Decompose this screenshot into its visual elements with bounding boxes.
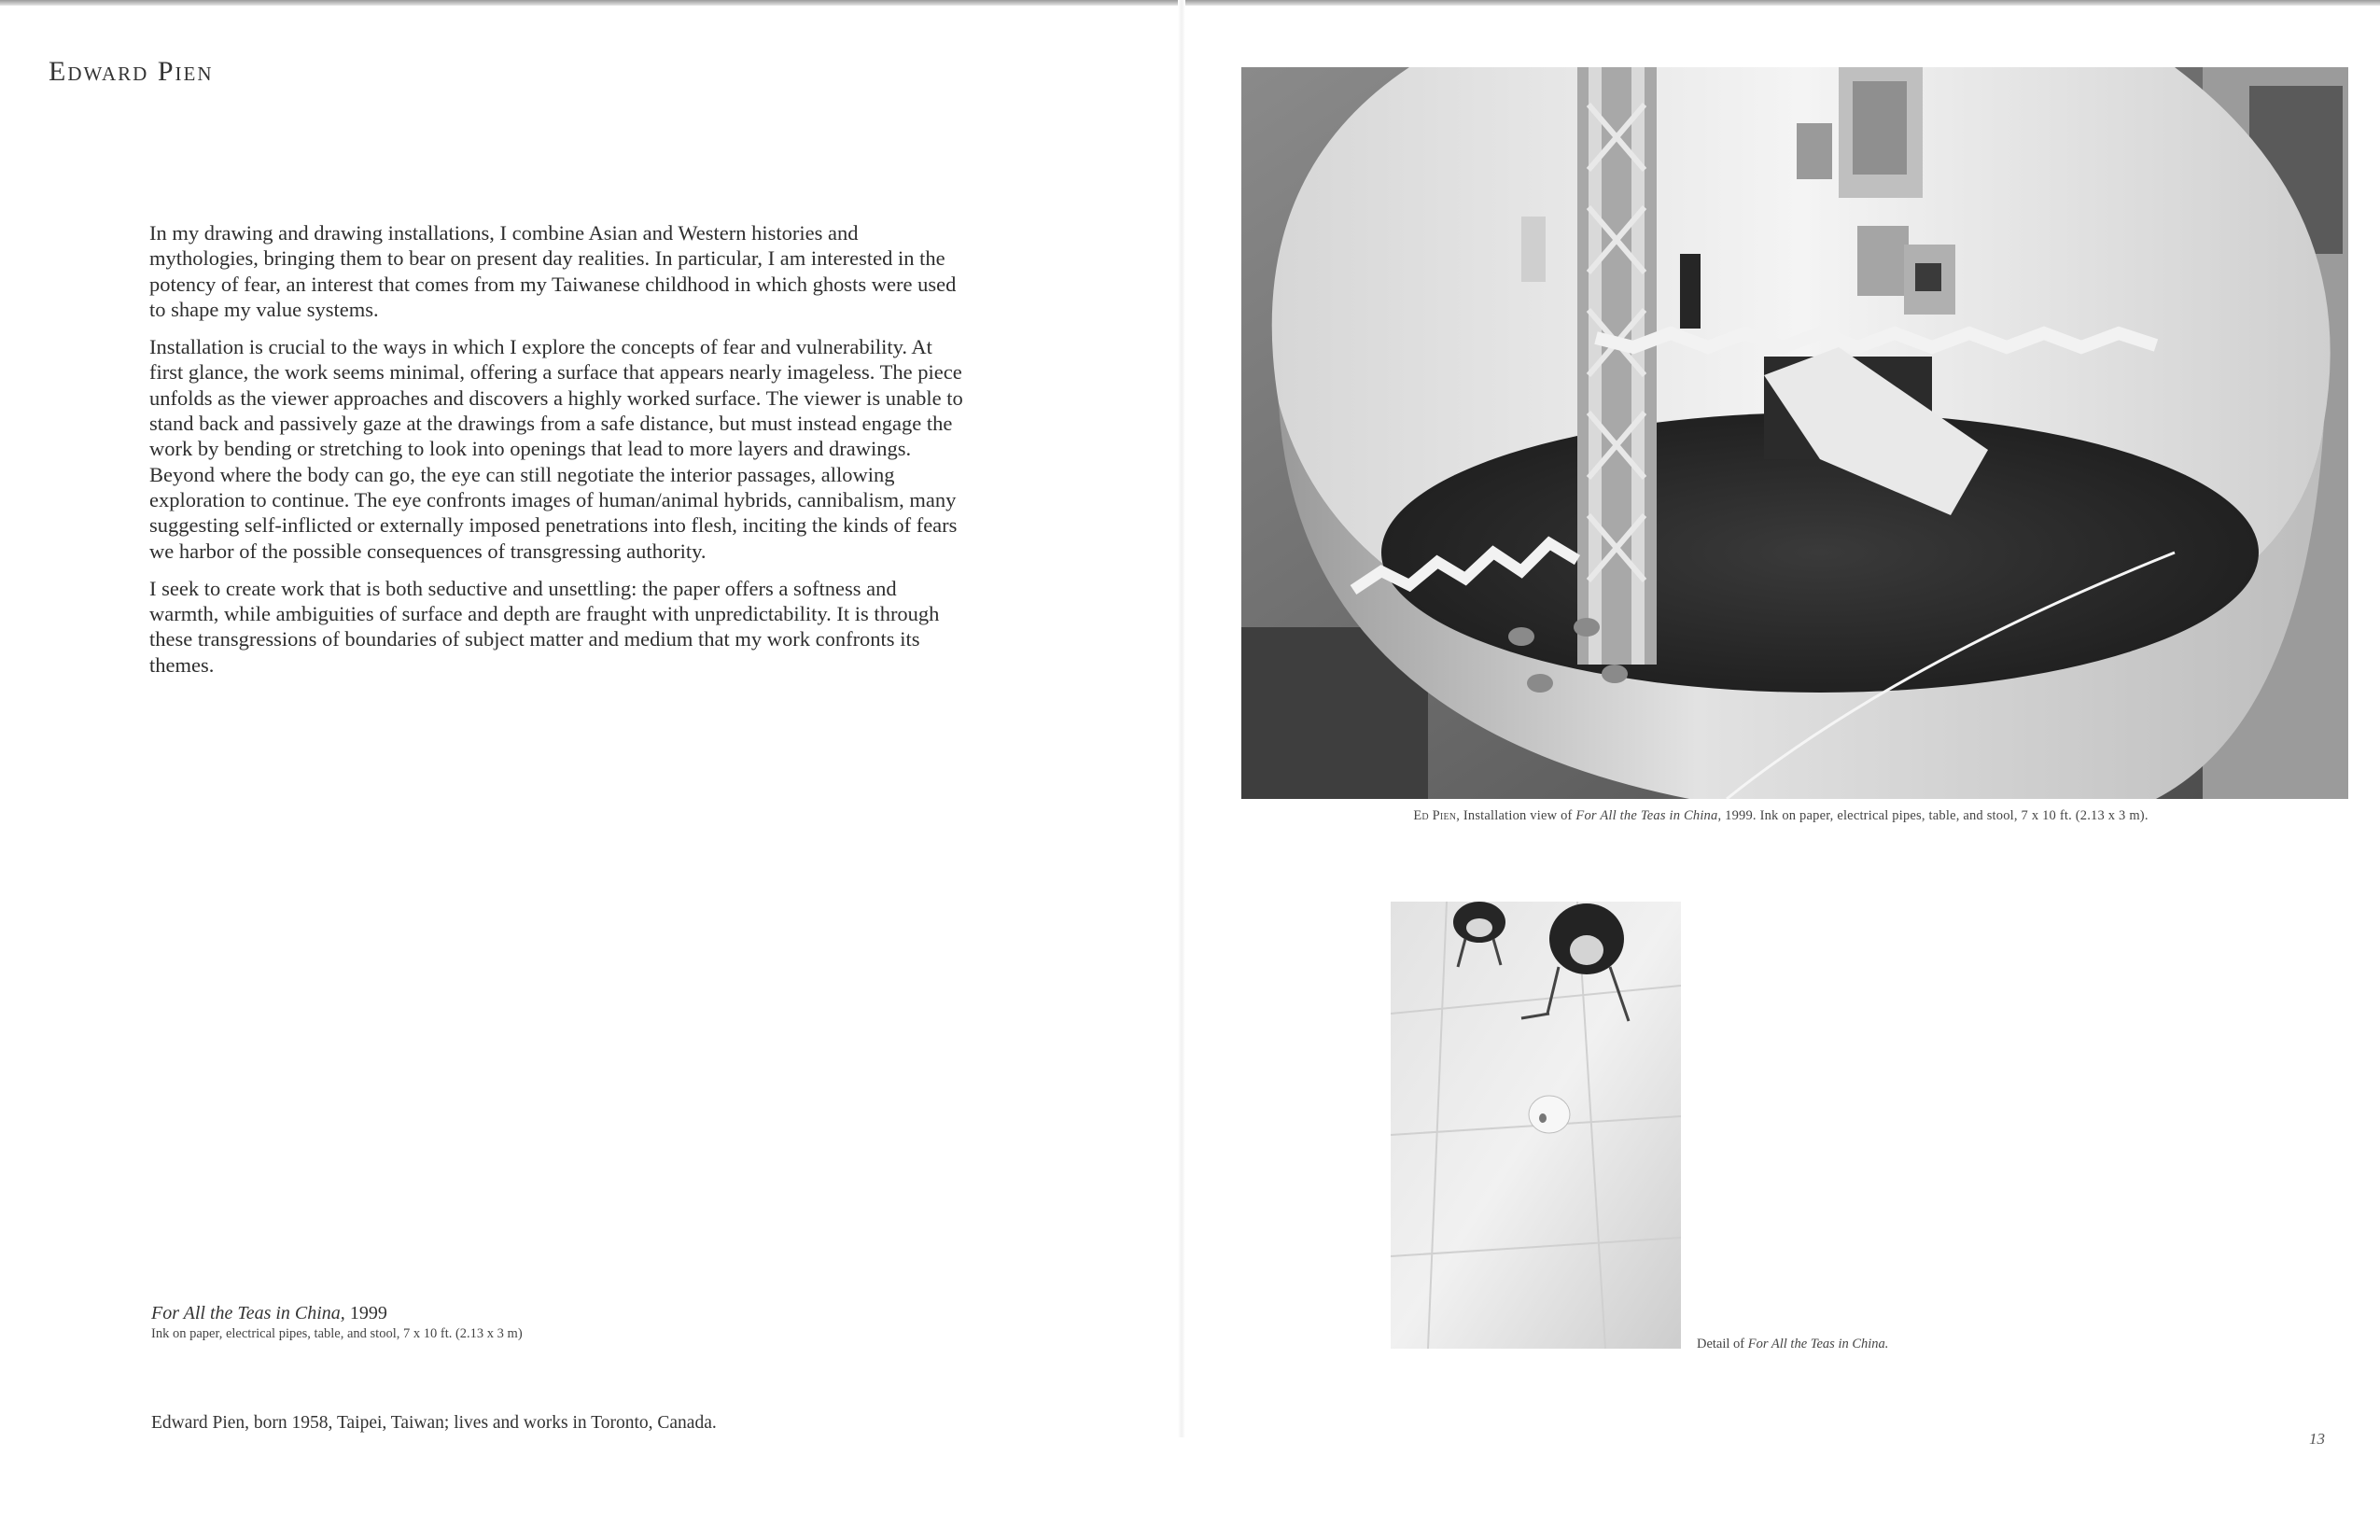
caption-artist: Ed Pien (1413, 808, 1457, 823)
artist-statement (149, 220, 971, 690)
left-page (0, 0, 1181, 1540)
statement-paragraph-2: Installation is crucial to the ways in which I explore the concepts of fear and vulnerability. At first glance, the work seems minimal, offering a surface that appears nearly imageless. The piece unfolds as the viewer approaches and discovers a highly worked surface. The viewer is unable to stand back and passively gaze at the drawings from a safe distance, but must instead engage the work by bending or stretching to look into openings that lead to more layers and drawings. Beyond where the body can go, the eye can still negotiate the interior passages, allowing exploration to continue. The eye confronts images of human/animal hybrids, cannibalism, many suggesting self-inflicted or externally imposed penetrations into flesh, inciting the kinds of fears we harbor of the possible consequences of transgressing authority. (149, 335, 963, 563)
detail-photo (1391, 902, 1681, 1349)
work-title: For All the Teas in China, (151, 1303, 345, 1323)
statement-paragraph-1: In my drawing and drawing installations, I combine Asian and Western histories and mythologies, bringing them to bear on present day realities. In particular, I am interested in the potency of fear, an interest that comes from my Taiwanese childhood in which ghosts were used to shape my value systems. (149, 221, 957, 321)
detail-photo-image (1391, 902, 1681, 1349)
artist-bio: Edward Pien, born 1958, Taipei, Taiwan; lives and works in Toronto, Canada. (151, 1413, 717, 1433)
work-year: 1999 (344, 1303, 387, 1323)
detail-caption-work-title: For All the Teas in China. (1747, 1337, 1889, 1351)
statement-paragraph-3: I seek to create work that is both seductive and unsettling: the paper offers a softness and warmth, while ambiguities of surface and depth are fraught with unpredictability. It is through these transgressions of boundaries of subject matter and medium that my work confronts its themes. (149, 576, 940, 677)
installation-photo-caption (1185, 808, 2376, 824)
detail-photo-caption (1697, 1337, 1888, 1352)
detail-caption-prefix: Detail of (1697, 1337, 1748, 1351)
artist-title: Edward Pien (49, 56, 214, 87)
work-caption (151, 1303, 805, 1342)
right-page (1185, 0, 2380, 1540)
caption-prefix: , Installation view of (1456, 808, 1576, 823)
installation-photo (1241, 67, 2348, 799)
caption-work-title: For All the Teas in China (1575, 808, 1718, 823)
work-caption-title (151, 1303, 805, 1324)
work-caption-medium: Ink on paper, electrical pipes, table, and stool, 7 x 10 ft. (2.13 x 3 m) (151, 1326, 523, 1341)
installation-photo-image (1241, 67, 2348, 799)
page-number: 13 (2309, 1430, 2325, 1448)
caption-suffix: , 1999. Ink on paper, electrical pipes, table, and stool, 7 x 10 ft. (2.13 x 3 m). (1717, 808, 2149, 823)
